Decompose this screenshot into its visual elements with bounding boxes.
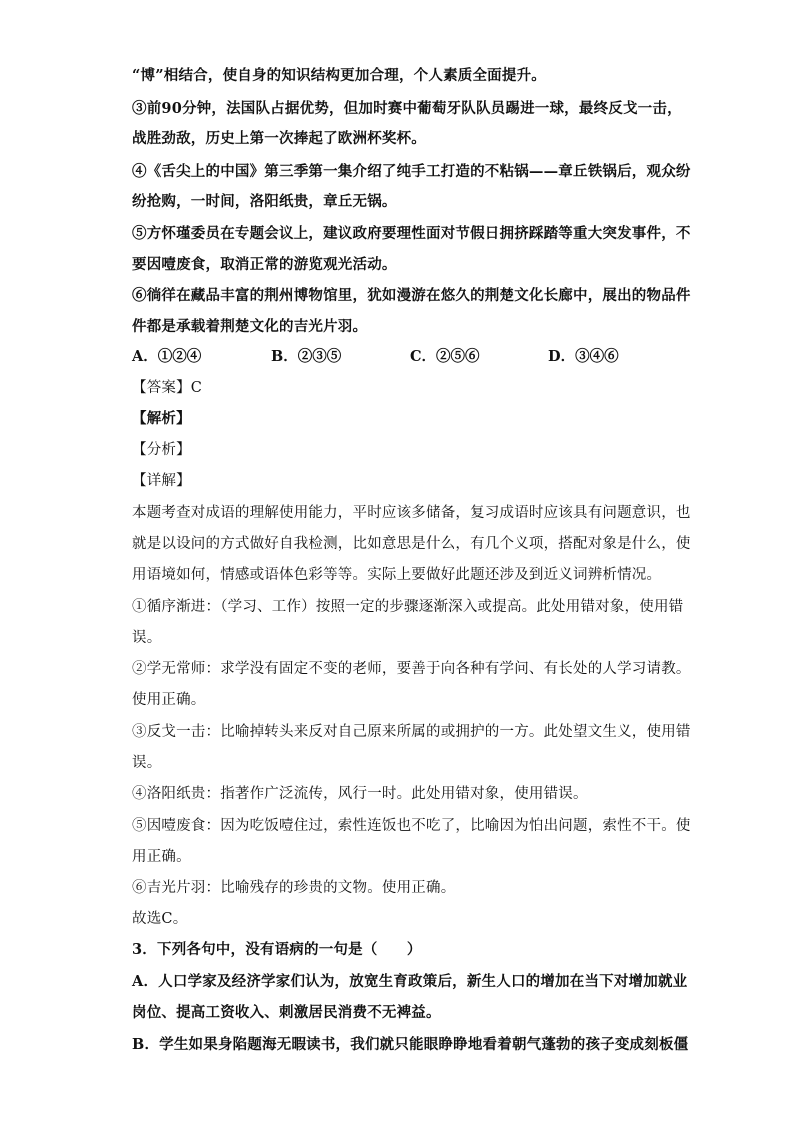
analysis-line: 使用正确。 (132, 692, 206, 708)
question-3-stem: 3．下列各句中，没有语病的一句是（ ） (132, 941, 422, 958)
text-line: 纷抢购，一时间，洛阳纸贵，章丘无锅。 (132, 193, 397, 210)
text-line: 战胜劲敌，历史上第一次捧起了欧洲杯奖杯。 (132, 130, 426, 147)
analysis-line: 故选C。 (132, 911, 188, 927)
detail-heading: 【详解】 (132, 473, 191, 489)
analysis-line: ③反戈一击：比喻掉转头来反对自己原来所属的或拥护的一方。此处望文生义，使用错 (132, 724, 691, 740)
analysis-line: ①循序渐进：（学习、工作）按照一定的步骤逐渐深入或提高。此处用错对象，使用错 (132, 599, 684, 615)
analysis-line: ④洛阳纸贵：指著作广泛流传，风行一时。此处用错对象，使用错误。 (132, 786, 588, 802)
text-line: 件都是承载着荆楚文化的吉光片羽。 (132, 318, 368, 335)
text-line: “博”相结合，使自身的知识结构更加合理，个人素质全面提升。 (132, 67, 546, 84)
text-line: ③前90分钟，法国队占据优势，但加时赛中葡萄牙队队员踢进一球，最终反戈一击， (132, 100, 682, 117)
analysis-line: 本题考查对成语的理解使用能力，平时应该多储备，复习成语时应该具有问题意识，也 (132, 505, 691, 521)
question-3-option-b: B．学生如果身陷题海无暇读书，我们就只能眼睁睁地看着朝气蓬勃的孩子变成刻板僵 (132, 1036, 689, 1053)
analysis-line: 误。 (132, 630, 162, 646)
analysis-line: ⑤因噎废食：因为吃饭噎住过，索性连饭也不吃了，比喻因为怕出问题，索性不干。使 (132, 818, 691, 834)
option-b: B．②③⑤ (271, 348, 342, 365)
option-a: A．①②④ (132, 348, 202, 365)
text-line: ⑤方怀瑾委员在专题会议上，建议政府要理性面对节假日拥挤踩踏等重大突发事件，不 (132, 225, 691, 242)
analysis-line: ⑥吉光片羽：比喻残存的珍贵的文物。使用正确。 (132, 880, 456, 896)
analysis-line: ②学无常师：求学没有固定不变的老师，要善于向各种有学问、有长处的人学习请教。 (132, 661, 691, 677)
analysis-line: 误。 (132, 755, 162, 771)
option-d: D．③④⑥ (548, 348, 619, 365)
text-line: 要因噎废食，取消正常的游览观光活动。 (132, 256, 397, 273)
text-line: ④《舌尖上的中国》第三季第一集介绍了纯手工打造的不粘锅——章丘铁锅后，观众纷 (132, 163, 691, 180)
breakdown-heading: 【分析】 (132, 442, 191, 458)
text-line: ⑥徜徉在藏品丰富的荆州博物馆里，犹如漫游在悠久的荆楚文化长廊中，展出的物品件 (132, 287, 691, 304)
question-3-option-a: A．人口学家及经济学家们认为，放宽生育政策后，新生人口的增加在当下对增加就业 (132, 973, 688, 990)
analysis-line: 用正确。 (132, 849, 191, 865)
analysis-line: 就是以设问的方式做好自我检测，比如意思是什么，有几个义项，搭配对象是什么，使 (132, 536, 691, 552)
analysis-heading: 【解析】 (132, 410, 191, 427)
question-3-option-a-cont: 岗位、提高工资收入、刺激居民消费不无裨益。 (132, 1004, 441, 1021)
analysis-line: 用语境如何，情感或语体色彩等等。实际上要做好此题还涉及到近义词辨析情况。 (132, 567, 662, 583)
answer-label: 【答案】C (132, 380, 203, 396)
option-c: C．②⑤⑥ (410, 348, 480, 365)
answer-options (132, 347, 672, 367)
